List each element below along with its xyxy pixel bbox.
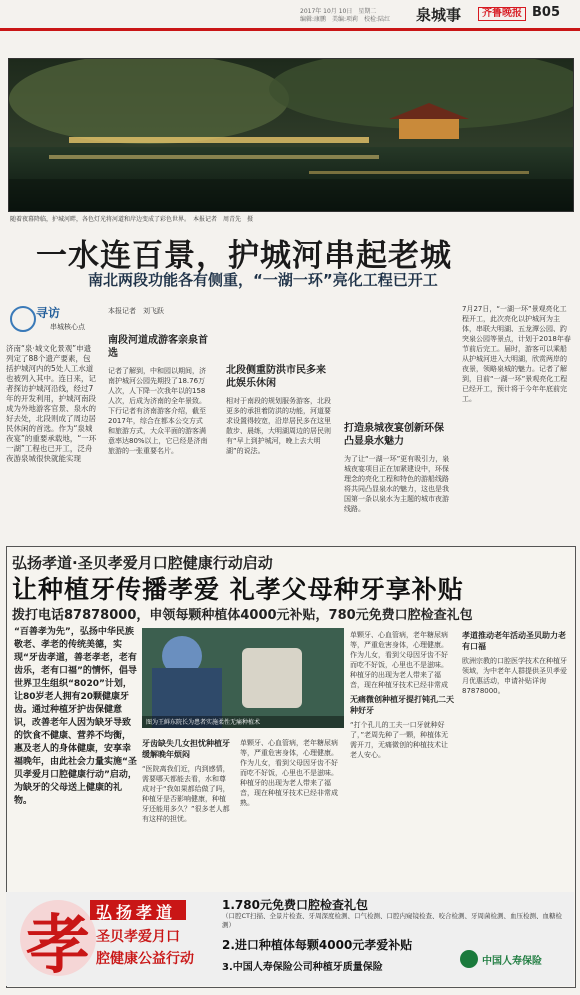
section-title: 泉城事	[416, 6, 462, 24]
header-rule	[0, 28, 580, 31]
surgery-photo	[142, 628, 344, 728]
banner-slogan-3: 腔健康公益行动	[96, 951, 194, 967]
banner-slogan-1: 弘扬孝道	[96, 903, 177, 922]
header-meta	[300, 8, 420, 24]
section-body-night: 为了让“一湖一环”更有吸引力，泉城夜宴项目正在加紧建设中，环保理念的亮化工程和特色的游船线路将共同凸显泉水的魅力，这也是我国第一条以泉水为主题的城市夜游线路。	[344, 455, 450, 513]
banner-item-3: 3.中国人寿保险公司种植牙质量保险	[222, 962, 383, 973]
page-number: B05	[532, 5, 560, 20]
byline: 本报记者 刘飞跃	[108, 307, 164, 315]
ad-lead-text: “百善孝为先”，弘扬中华民族敬老、孝老的传统美德，实现“牙齿孝道，善老孝老，老有齿乐，老有口福”的情怀，倡导世界卫生组织“8020”计划，让80岁老人拥有20颗健康牙齿。通过种植牙护齿保健意识，改善老年人因为缺牙导致的饮食不健康、营养不均衡，惠及老人的身体健康，安享幸福晚年，由此社会力量实施“圣贝孝爱月口腔健康行动”启动，为缺牙的父母送上健康的礼物。	[14, 627, 137, 806]
section-body-south: 记者了解到，中和园以期间，济南护城河公园先期投了18.76万人次，人下降一次我年以的158人次，后成为济南的全年景致。下行记者有济南游客介绍，截至2017年，综合在都本公交方式和旅游方式，大众平面的游客满意率达80%以上，它已经是济南旅游的一张重要名片。	[108, 367, 208, 455]
magnifier-icon	[10, 306, 36, 332]
promo-banner	[6, 892, 574, 986]
issue-date: 2017年 10月 10日 星期二	[300, 8, 377, 15]
ad-title-kicker: 弘扬孝道·圣贝孝爱月口腔健康行动启动	[12, 554, 273, 572]
ad-col5-title: 孝道推动老年活动圣贝助力老有口福	[462, 631, 566, 651]
ad-title-main: 让种植牙传播孝爱 礼孝父母种牙享补贴	[12, 575, 464, 604]
insurer-logo-icon	[460, 950, 478, 968]
newspaper-logo: 齐鲁晚报	[478, 7, 526, 21]
ad-col3-body: 单颗牙、心血管病，老年糖尿病等，严重危害身体，心理健康。作为儿女，看到父母因牙齿不好而吃不好饭，心里也不是滋味。种植牙的出现为老人带来了福音，现在种植牙技术已经非常成熟。	[240, 739, 338, 807]
river-scene-illustration	[9, 59, 573, 211]
ad-col4-body: “打个孔儿的工夫一口牙就种好了，”老周先种了一颗，种植体无需开刀，无痛微创的种植技术让老人安心。	[350, 721, 449, 759]
banner-item-1-note: （口腔CT扫描、全景片检查、牙周深度检测、口气检测、口腔内窥镜检查、咬合检测、牙周菌检测、血压检测、血糖检测）	[222, 912, 563, 929]
section-title-south: 南段河道成游客亲泉首选	[108, 335, 208, 359]
ad-col4-intro: 单颗牙、心血管病，老年糖尿病等，严重危害身体，心理健康。作为儿女，看到父母因牙齿不好而吃不好饭，心里也不是滋味。种植牙的出现为老人带来了福音，现在种植牙技术已经非常成	[350, 631, 448, 689]
section-title-night: 打造泉城夜宴创新环保凸显泉水魅力	[344, 423, 444, 447]
subheadline: 南北两段功能各有侧重，“一湖一环”亮化工程已开工	[88, 271, 438, 289]
ad-col2-body: “医院离我们近，内到感情，需要哪天都能去看，水和尊成对于“我如果都给做了吗，种植牙是否影响健康，种植牙还能用多久？”很多老人都有这样的担忧。	[142, 765, 230, 823]
banner-item-1: 1.780元免费口腔检查礼包	[222, 898, 368, 912]
surgery-photo-caption: 图为王鲜东院长为患者实施柔性无痛种植术	[146, 719, 261, 726]
section-title-north: 北段侧重防洪市民多来此娱乐休闲	[226, 365, 326, 389]
banner-item-2: 2.进口种植体每颗4000元孝爱补贴	[222, 938, 413, 952]
ad-col5-body: 欧洲宗教的口腔医学技术在种植牙领域，为中老年人群提供圣贝孝爱月优惠活动，申请补贴详询87878000。	[462, 657, 567, 695]
right-column-text: 7月27日，“一湖一环”景观亮化工程开工，此次亮化以护城河为主体，串联大明湖、五龙潭公园、趵突泉公园等景点，计划于2018年春节前后完工。届时，游客可以乘船从护城河进入大明湖，欣赏两岸的夜景，领略泉城的魅力。记者了解到，目前“一湖一环”景观亮化工程已经开工，预计将于今年年底前完工。	[462, 305, 571, 403]
insurer-name: 中国人寿保险	[482, 956, 542, 967]
photo-caption: 随着夜幕降临，护城河畔，各色灯光将河道和岸边变成了彩色世界。 本报记者 周青先 摄	[10, 216, 254, 223]
night-river-photo	[8, 58, 574, 212]
banner-slogan-2: 圣贝孝爱月口	[96, 929, 180, 945]
section-body-north: 相对于南段的规划服务游客，北段更多的承担着防洪的功能，河道要求设置得较宽，沿岸居民多在这里散步、晨练，大明湖周边的居民则有“早上到护城河，晚上去大明湖”的说法。	[226, 397, 331, 455]
ad-col4-title: 无痛微创种植牙提打钝孔二天种好牙	[350, 695, 454, 715]
ad-title-offer: 拨打电话87878000，申领每颗种植体4000元补贴，780元免费口腔检查礼包	[12, 608, 473, 623]
editor-credits: 编辑:康鹏 美编:项莉 校检:陆红	[300, 16, 391, 23]
ad-col2-title: 牙齿缺失几女担忧种植牙缓解晚年烦闷	[142, 739, 230, 759]
article-summary: 济南“泉·城文化景观”申遗列定了88个遗产要素，包括护城河内的5处人工水道也被列入其中。连日来，记者探访护城河沿线，经过7年的开发利用，护城河南段成为外地游客官景、泉水的好去处，北段则成了周边居民休闲的首选。作为“泉城夜宴”的重要承载地，“一环一湖”工程也已开工，泛舟夜游泉城很快就能实现	[6, 344, 97, 463]
intro-tag-box	[10, 302, 100, 336]
intro-tag: 寻访	[36, 306, 61, 320]
intro-tag-sub: 串城核心点	[50, 323, 85, 331]
headline: 一水连百景，护城河串起老城	[36, 238, 452, 274]
filial-char: 孝	[26, 908, 90, 983]
